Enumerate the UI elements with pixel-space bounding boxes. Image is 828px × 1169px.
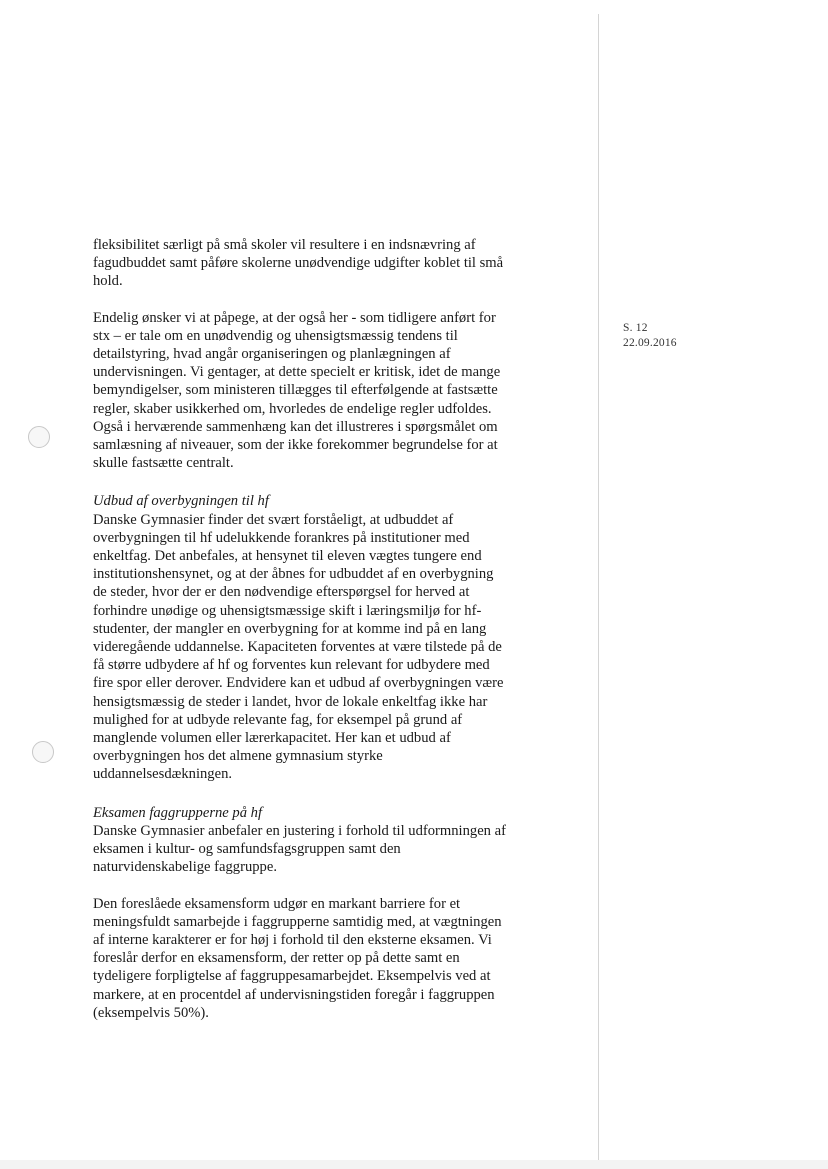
text-line: stx – er tale om en unødvendig og uhensigtsmæssig tendens til	[93, 327, 458, 344]
text-line: foreslår derfor en eksamensform, der retter op på dette samt en	[93, 950, 460, 967]
punch-hole-icon	[32, 741, 54, 763]
text-line: samlæsning af niveauer, som der ikke forekommer begrundelse for at	[93, 437, 498, 454]
text-line: regler, skaber usikkerhed om, hvorledes de endelige regler udfoldes.	[93, 400, 492, 417]
text-line: uddannelsesdækningen.	[93, 766, 233, 783]
text-line: forhindre unødige og uhensigtsmæssige skift i læringsmiljø for hf-	[93, 602, 482, 619]
body-text	[93, 236, 573, 1022]
text-line: bemyndigelser, som ministeren tillægges til efterfølgende at fastsætte	[93, 382, 498, 399]
text-line: Den foreslåede eksamensform udgør en markant barriere for et	[93, 895, 461, 912]
section-heading: Eksamen faggrupperne på hf	[93, 804, 263, 821]
text-line: meningsfuldt samarbejde i faggrupperne samtidig med, at vægtningen	[93, 913, 502, 930]
paragraph	[93, 309, 573, 473]
paragraph	[93, 511, 573, 784]
text-line: overbygningen hos det almene gymnasium styrke	[93, 748, 383, 765]
text-line: detailstyring, hvad angår organiseringen og planlægningen af	[93, 346, 451, 363]
text-line: naturvidenskabelige faggruppe.	[93, 859, 277, 876]
text-line: Danske Gymnasier finder det svært forståeligt, at udbuddet af	[93, 511, 454, 528]
text-line: hold.	[93, 273, 123, 290]
text-line: markere, at en procentdel af undervisningstiden foregår i faggruppen	[93, 986, 495, 1003]
text-line: få større udbydere af hf og forventes kun relevant for udbydere med	[93, 657, 490, 674]
page-bottom-edge	[0, 1160, 828, 1169]
text-line: overbygningen til hf udelukkende forankres på institutioner med	[93, 529, 470, 546]
document-date: 22.09.2016	[623, 337, 677, 349]
margin-divider	[598, 14, 599, 1164]
text-line: (eksempelvis 50%).	[93, 1004, 209, 1021]
page-reference: S. 12	[623, 322, 648, 334]
text-line: enkeltfag. Det anbefales, at hensynet til eleven vægtes tungere end	[93, 548, 482, 565]
text-line: fire spor eller derover. Endvidere kan et udbud af overbygningen være	[93, 675, 504, 692]
text-line: fagudbuddet samt påføre skolerne unødvendige udgifter koblet til små	[93, 255, 504, 272]
paragraph	[93, 822, 573, 877]
text-line: Endelig ønsker vi at påpege, at der også her - som tidligere anført for	[93, 309, 496, 326]
text-line: Danske Gymnasier anbefaler en justering i forhold til udformningen af	[93, 822, 506, 839]
text-line: studenter, der mangler en overbygning for at komme ind på en lang	[93, 620, 487, 637]
section-heading: Udbud af overbygningen til hf	[93, 493, 269, 510]
punch-hole-icon	[28, 426, 50, 448]
text-line: manglende volumen eller lærerkapacitet. Her kan et udbud af	[93, 730, 451, 747]
text-line: undervisningen. Vi gentager, at dette specielt er kritisk, idet de mange	[93, 364, 501, 381]
text-line: institutionshensynet, og at der åbnes for udbuddet af en overbygning	[93, 566, 494, 583]
text-line: Også i herværende sammenhæng kan det illustreres i spørgsmålet om	[93, 418, 498, 435]
text-line: de steder, hvor der er den nødvendige efterspørgsel for herved at	[93, 584, 470, 601]
paragraph	[93, 895, 573, 1022]
text-line: tydeligere forpligtelse af faggruppesamarbejdet. Eksempelvis ved at	[93, 968, 491, 985]
text-line: fleksibilitet særligt på små skoler vil resultere i en indsnævring af	[93, 237, 476, 253]
text-line: videregående uddannelse. Kapaciteten forventes at være tilstede på de	[93, 639, 502, 656]
text-line: af interne karakterer er for høj i forhold til den eksterne eksamen. Vi	[93, 931, 492, 948]
text-line: skulle fastsætte centralt.	[93, 455, 234, 472]
text-line: mulighed for at udbyde relevante fag, for eksempel på grund af	[93, 711, 463, 728]
text-line: hensigtsmæssig de steder i landet, hvor de lokale enkeltfag ikke har	[93, 693, 488, 710]
text-line: eksamen i kultur- og samfundsfagsgruppen samt den	[93, 841, 401, 858]
margin-reference	[623, 321, 677, 351]
paragraph	[93, 236, 573, 291]
